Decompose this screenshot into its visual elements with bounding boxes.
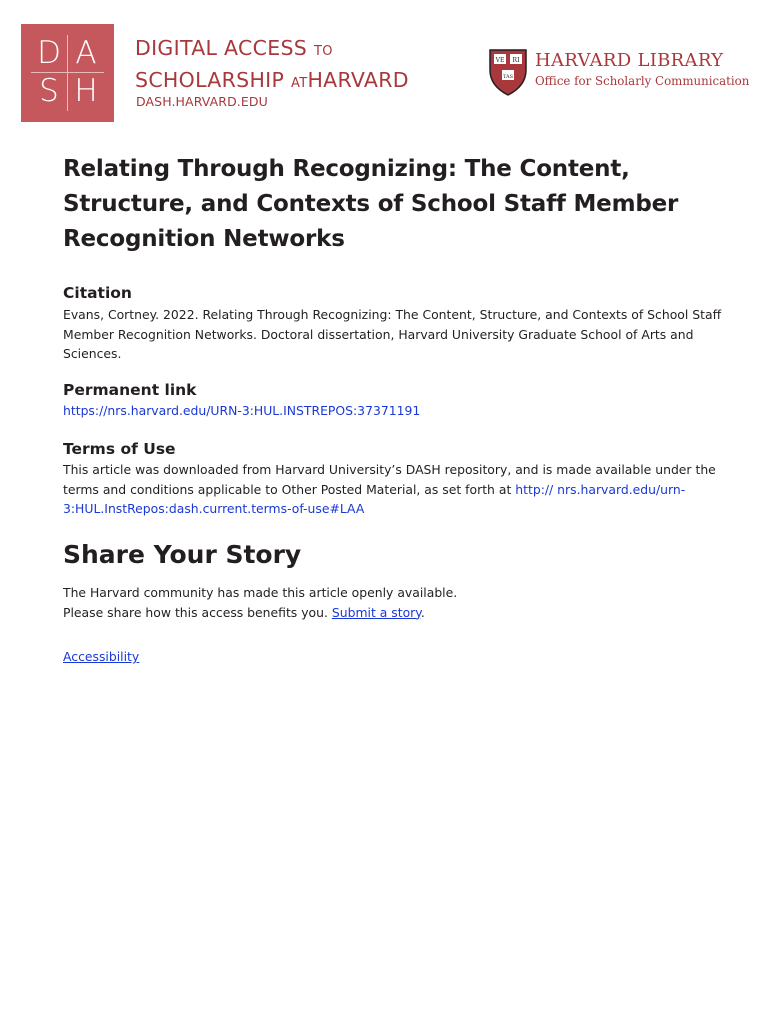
accessibility-paragraph: [63, 647, 723, 667]
dash-wordmark-harvard: HARVARD: [307, 68, 409, 92]
terms-link[interactable]: http:// nrs.harvard.edu/urn-3:HUL.InstRepos:dash.current.terms-of-use#LAA: [63, 481, 686, 516]
shield-letters-ve: VE: [495, 57, 505, 64]
document-title: Relating Through Recognizing: The Content, Structure, and Contexts of School Staff Member Recognition Networks: [63, 156, 679, 252]
dash-wordmark-scholarship: SCHOLARSHIP: [135, 68, 285, 92]
share-line2-prefix: Please share how this access benefits you.: [63, 604, 328, 620]
citation-text: Evans, Cortney. 2022. Relating Through Recognizing: The Content, Structure, and Contexts of School Staff Member Recognition Networks. Doctoral dissertation, Harvard University Graduate School of Arts and Sciences.: [63, 307, 722, 361]
permalink-link[interactable]: https://nrs.harvard.edu/URN-3:HUL.INSTREPOS:37371191: [63, 403, 421, 418]
logo-letter-a: A: [75, 35, 97, 71]
permalink-paragraph: [63, 401, 723, 421]
dash-wordmark: [135, 34, 409, 98]
dash-wordmark-digital-access: DIGITAL ACCESS: [135, 36, 308, 60]
share-heading: Share Your Story: [63, 540, 302, 569]
dash-wordmark-at: AT: [291, 76, 308, 91]
share-paragraph: [63, 583, 723, 622]
permalink-heading: Permanent link: [63, 381, 197, 399]
logo-letter-d: D: [37, 35, 61, 71]
accessibility-link[interactable]: Accessibility: [63, 649, 140, 664]
harvard-shield-icon: [488, 48, 528, 96]
dash-wordmark-to: TO: [313, 44, 333, 59]
terms-heading: Terms of Use: [63, 440, 176, 458]
dash-logo: [21, 24, 114, 122]
logo-divider-vertical: [67, 35, 68, 111]
shield-letters-ri: RI: [512, 57, 520, 64]
terms-paragraph: [63, 460, 723, 519]
harvard-library-name: HARVARD LIBRARY: [535, 50, 724, 71]
logo-letter-s: S: [39, 73, 59, 109]
dash-wordmark-line1: [135, 34, 409, 66]
shield-letters-tas: TAS: [502, 74, 514, 80]
citation-heading: Citation: [63, 284, 132, 302]
logo-letter-h: H: [74, 73, 98, 109]
terms-text: This article was downloaded from Harvard University’s DASH repository, and is made available under the terms and conditions applicable to Other Posted Material, as set forth at: [63, 462, 716, 497]
dash-url: DASH.HARVARD.EDU: [136, 94, 268, 109]
submit-story-link[interactable]: Submit a story: [331, 604, 421, 620]
harvard-library-subtitle: Office for Scholarly Communication: [535, 74, 750, 88]
share-line2-suffix: .: [420, 604, 425, 620]
share-line1: The Harvard community has made this article openly available.: [63, 585, 458, 600]
